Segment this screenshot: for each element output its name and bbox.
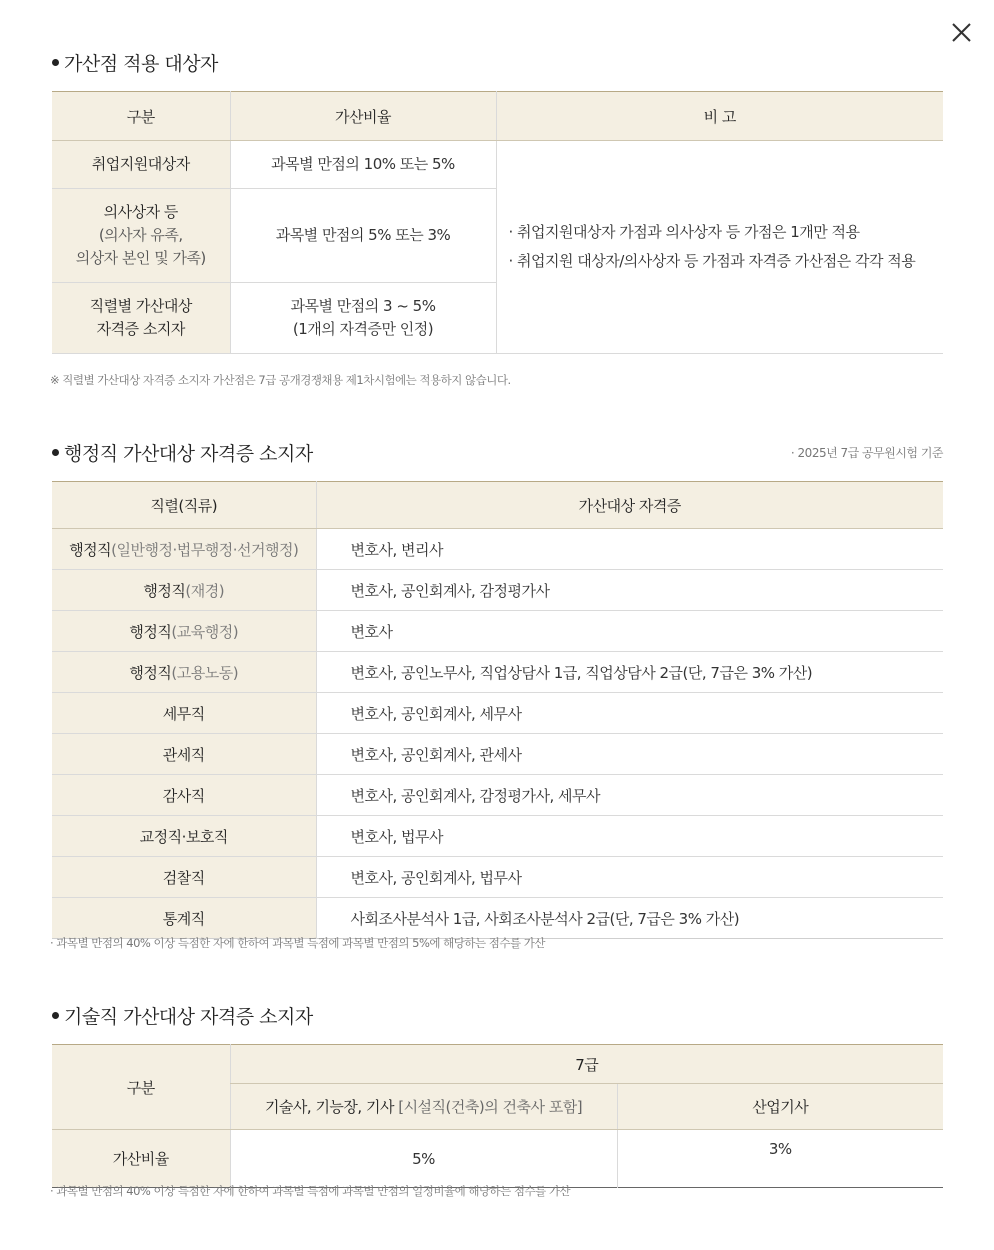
- row-ratio: 과목별 만점의 10% 또는 5%: [230, 141, 496, 189]
- table-row: [52, 611, 943, 652]
- table-row: [52, 1130, 943, 1188]
- header-remarks: 비 고: [496, 92, 943, 141]
- row-certificates: 변호사, 공인회계사, 관세사: [316, 734, 943, 775]
- row-certificates: 변호사: [316, 611, 943, 652]
- row-ratio: 과목별 만점의 3 ~ 5% (1개의 자격증만 인정): [230, 283, 496, 354]
- section2-footnote: · 과목별 만점의 40% 이상 득점한 자에 한하여 과목별 득점에 과목별 만점의 5%에 해당하는 점수를 가산: [50, 936, 545, 950]
- bullet-icon: [52, 59, 59, 66]
- table-header-row: [52, 482, 943, 529]
- row-series: 행정직(일반행정·법무행정·선거행정): [52, 529, 316, 570]
- row-certificates: 변호사, 법무사: [316, 816, 943, 857]
- header-certificates: 가산대상 자격증: [316, 482, 943, 529]
- remarks-cell: [496, 141, 943, 354]
- section2-title: 행정직 가산대상 자격증 소지자: [52, 439, 313, 466]
- row-certificates: 변호사, 공인회계사, 세무사: [316, 693, 943, 734]
- row-series: 행정직(재경): [52, 570, 316, 611]
- header-category: 구분: [52, 1045, 230, 1130]
- table-row: [52, 570, 943, 611]
- row-certificates: 변호사, 공인회계사, 감정평가사: [316, 570, 943, 611]
- row-certificates: 변호사, 변리사: [316, 529, 943, 570]
- table-row: [52, 857, 943, 898]
- table-row: [52, 775, 943, 816]
- row-certificates: 변호사, 공인노무사, 직업상담사 1급, 직업상담사 2급(단, 7급은 3% 가산): [316, 652, 943, 693]
- row-series: 관세직: [52, 734, 316, 775]
- remark-line: · 취업지원 대상자/의사상자 등 가점과 자격증 가산점은 각각 적용: [508, 252, 916, 270]
- table-row: [52, 898, 943, 939]
- header-series: 직렬(직류): [52, 482, 316, 529]
- table-row: [52, 141, 943, 189]
- header-category: 구분: [52, 92, 230, 141]
- table-row: [52, 816, 943, 857]
- bullet-icon: [52, 1012, 59, 1019]
- header-engineer: 기술사, 기능장, 기사 [시설직(건축)의 건축사 포함]: [230, 1084, 617, 1130]
- close-icon: [946, 18, 976, 48]
- row-series: 감사직: [52, 775, 316, 816]
- table-header-row: [52, 1045, 943, 1084]
- admin-cert-table: [52, 481, 943, 939]
- row-series: 행정직(교육행정): [52, 611, 316, 652]
- row-certificates: 사회조사분석사 1급, 사회조사분석사 2급(단, 7급은 3% 가산): [316, 898, 943, 939]
- header-ratio: 가산비율: [230, 92, 496, 141]
- row-certificates: 변호사, 공인회계사, 감정평가사, 세무사: [316, 775, 943, 816]
- value-engineer: 5%: [230, 1130, 617, 1188]
- row-certificates: 변호사, 공인회계사, 법무사: [316, 857, 943, 898]
- row-series: 교정직·보호직: [52, 816, 316, 857]
- reference-basis: · 2025년 7급 공무원시험 기준: [790, 446, 943, 460]
- tech-cert-table: [52, 1044, 943, 1188]
- row-series: 세무직: [52, 693, 316, 734]
- bonus-target-table: [52, 91, 943, 354]
- value-industrial-engineer: 3%: [617, 1130, 943, 1188]
- section3-footnote: · 과목별 만점의 40% 이상 득점한 자에 한하여 과목별 득점에 과목별 만점의 일정비율에 해당하는 점수를 가산: [50, 1184, 571, 1198]
- table-row: [52, 652, 943, 693]
- table-row: [52, 693, 943, 734]
- row-series: 통계직: [52, 898, 316, 939]
- table-row: [52, 529, 943, 570]
- row-category: 취업지원대상자: [52, 141, 230, 189]
- row-category: 의사상자 등 (의사자 유족, 의상자 본인 및 가족): [52, 189, 230, 283]
- section1-title: 가산점 적용 대상자: [52, 49, 218, 76]
- bullet-icon: [52, 449, 59, 456]
- table-header-row: [52, 92, 943, 141]
- header-grade-7: 7급: [230, 1045, 943, 1084]
- row-series: 행정직(고용노동): [52, 652, 316, 693]
- row-series: 검찰직: [52, 857, 316, 898]
- row-category: 직렬별 가산대상 자격증 소지자: [52, 283, 230, 354]
- header-industrial-engineer: 산업기사: [617, 1084, 943, 1130]
- section3-title: 기술직 가산대상 자격증 소지자: [52, 1002, 313, 1029]
- remark-line: · 취업지원대상자 가점과 의사상자 등 가점은 1개만 적용: [508, 223, 860, 241]
- table-row: [52, 734, 943, 775]
- row-label: 가산비율: [52, 1130, 230, 1188]
- row-ratio: 과목별 만점의 5% 또는 3%: [230, 189, 496, 283]
- section1-footnote: ※ 직렬별 가산대상 자격증 소지자 가산점은 7급 공개경쟁채용 제1차시험에는 적용하지 않습니다.: [50, 373, 511, 387]
- close-button[interactable]: [946, 18, 976, 48]
